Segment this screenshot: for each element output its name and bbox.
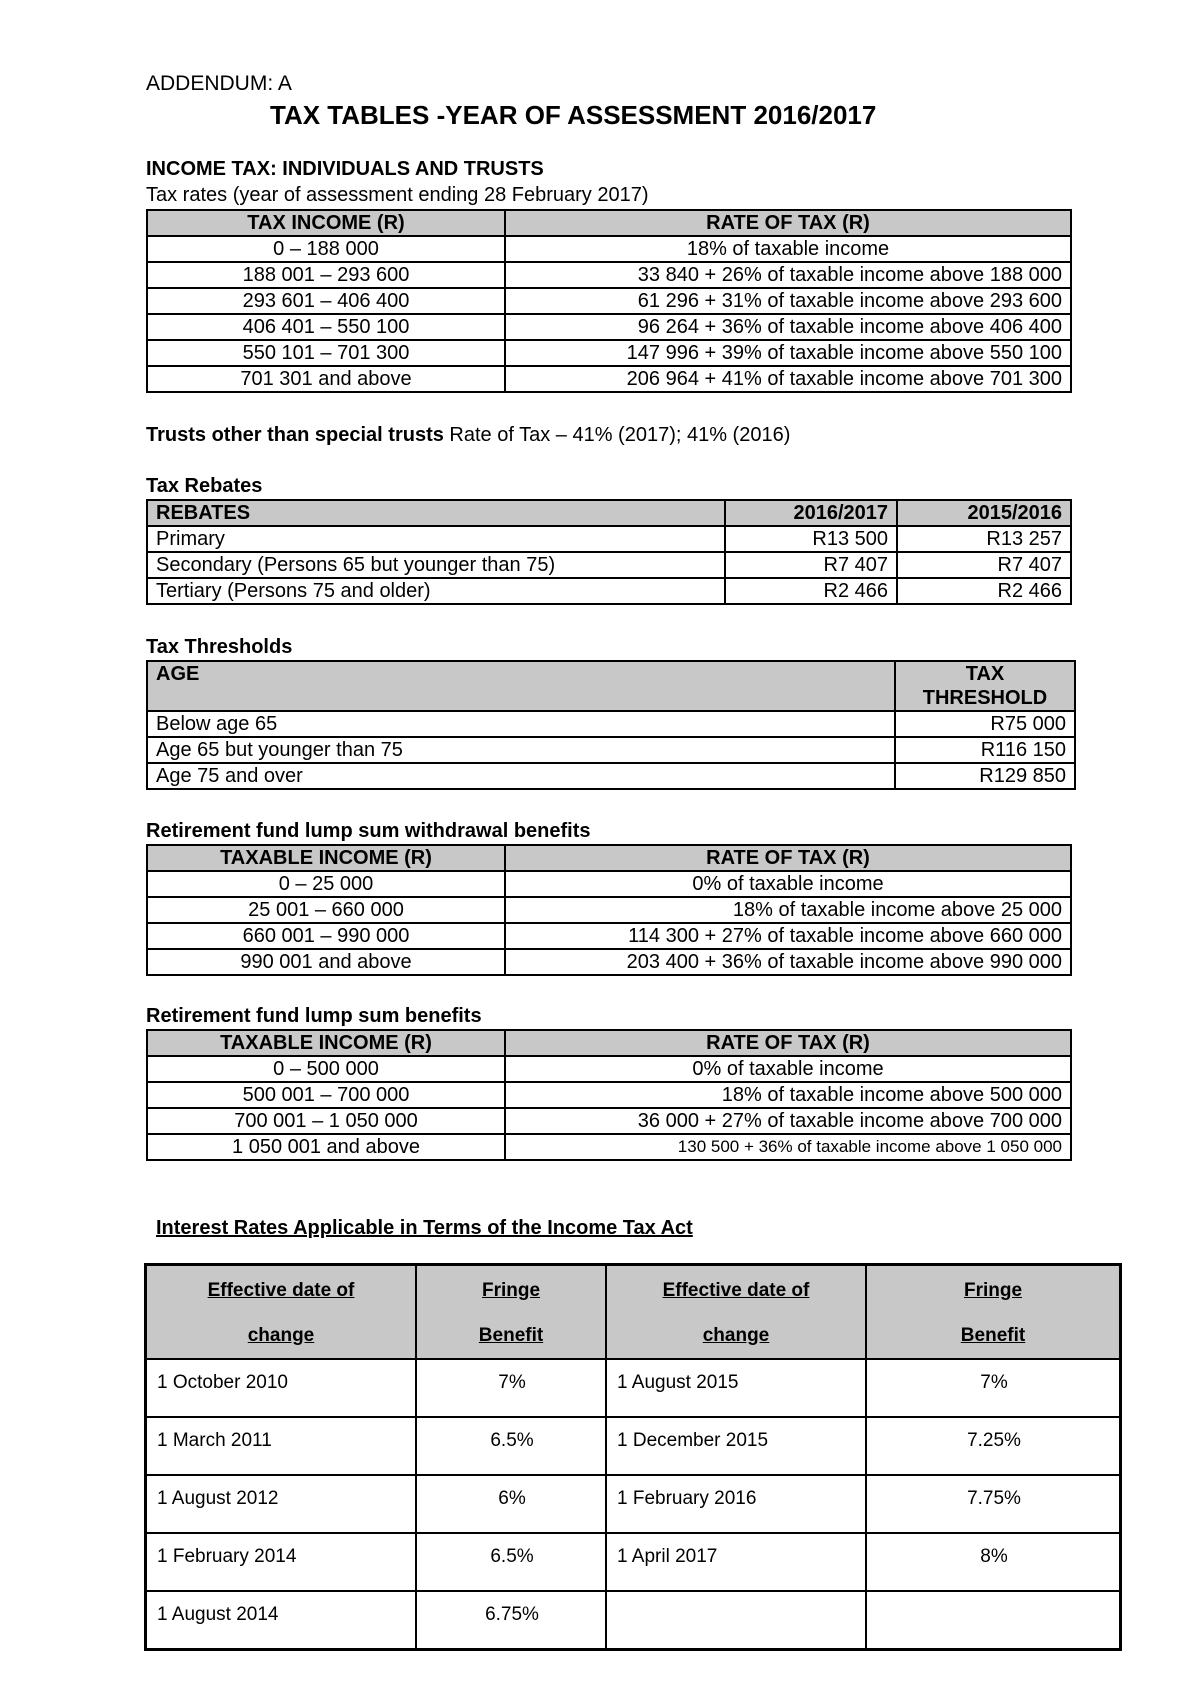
col-header (416, 1265, 606, 1360)
rate-cell: 18% of taxable income above 25 000 (505, 897, 1071, 923)
date-header-line2: change (247, 1325, 315, 1346)
col-header: TAXABLE INCOME (R) (147, 1030, 505, 1056)
income-cell: 0 – 25 000 (147, 871, 505, 897)
benefit-cell: 7% (866, 1359, 1121, 1417)
table-row (146, 1533, 1121, 1591)
benefit-cell (866, 1591, 1121, 1650)
income-cell: 293 601 – 406 400 (147, 288, 505, 314)
date-header-line1: Effective date of (207, 1280, 355, 1301)
col-header: RATE OF TAX (R) (505, 210, 1071, 236)
income-tax-subheading: Tax rates (year of assessment ending 28 February 2017) (146, 184, 649, 206)
income-cell: 500 001 – 700 000 (147, 1082, 505, 1108)
interest-heading: Interest Rates Applicable in Terms of the Income Tax Act (156, 1217, 693, 1239)
table-row (147, 340, 1071, 366)
col-header: RATE OF TAX (R) (505, 1030, 1071, 1056)
date-cell: 1 April 2017 (606, 1533, 866, 1591)
thresholds-table (146, 660, 1076, 790)
table-row (147, 314, 1071, 340)
rate-cell: 18% of taxable income above 500 000 (505, 1082, 1071, 1108)
date-header-line1: Effective date of (662, 1280, 810, 1301)
benefit-cell: 6% (416, 1475, 606, 1533)
benefit-header-line2: Benefit (478, 1325, 544, 1346)
trusts-line (146, 424, 790, 447)
table-row (147, 711, 1075, 737)
col-header: RATE OF TAX (R) (505, 845, 1071, 871)
col-header (146, 1265, 417, 1360)
rate-cell: 206 964 + 41% of taxable income above 701 300 (505, 366, 1071, 392)
trusts-label: Trusts other than special trusts (146, 424, 444, 446)
col-header: 2016/2017 (725, 500, 897, 526)
income-cell: 0 – 188 000 (147, 236, 505, 262)
benefit-header-line1: Fringe (481, 1280, 541, 1301)
date-cell (606, 1591, 866, 1650)
age-cell: Age 75 and over (147, 763, 895, 789)
table-row (146, 1475, 1121, 1533)
benefit-cell: 6.5% (416, 1417, 606, 1475)
rate-cell: 0% of taxable income (505, 871, 1071, 897)
rate-cell: 0% of taxable income (505, 1056, 1071, 1082)
table-row (147, 763, 1075, 789)
rate-cell: 36 000 + 27% of taxable income above 700 000 (505, 1108, 1071, 1134)
threshold-cell: R116 150 (895, 737, 1075, 763)
date-cell: 1 December 2015 (606, 1417, 866, 1475)
income-cell: 0 – 500 000 (147, 1056, 505, 1082)
income-cell: 990 001 and above (147, 949, 505, 975)
rate-cell: 130 500 + 36% of taxable income above 1 050 000 (505, 1134, 1071, 1160)
addendum-label: ADDENDUM: A (146, 72, 292, 95)
table-row (147, 526, 1071, 552)
col-header: TAX INCOME (R) (147, 210, 505, 236)
table-row (147, 366, 1071, 392)
benefit-cell: 8% (866, 1533, 1121, 1591)
threshold-cell: R129 850 (895, 763, 1075, 789)
withdrawal-heading: Retirement fund lump sum withdrawal benefits (146, 820, 591, 842)
rebate-name: Tertiary (Persons 75 and older) (147, 578, 725, 604)
rebate-name: Primary (147, 526, 725, 552)
rebate-value: R13 257 (897, 526, 1071, 552)
table-row (147, 1056, 1071, 1082)
benefit-cell: 7.25% (866, 1417, 1121, 1475)
rate-cell: 114 300 + 27% of taxable income above 660 000 (505, 923, 1071, 949)
interest-table (144, 1263, 1122, 1651)
rate-cell: 203 400 + 36% of taxable income above 990 000 (505, 949, 1071, 975)
income-cell: 701 301 and above (147, 366, 505, 392)
threshold-header-line1: TAX (965, 663, 1005, 685)
col-header: AGE (147, 661, 895, 711)
income-tax-table (146, 209, 1072, 393)
date-cell: 1 March 2011 (146, 1417, 417, 1475)
table-row (147, 949, 1071, 975)
col-header (895, 661, 1075, 711)
income-cell: 25 001 – 660 000 (147, 897, 505, 923)
rate-cell: 147 996 + 39% of taxable income above 550 100 (505, 340, 1071, 366)
withdrawal-table (146, 844, 1072, 976)
income-cell: 550 101 – 701 300 (147, 340, 505, 366)
col-header (606, 1265, 866, 1360)
col-header: 2015/2016 (897, 500, 1071, 526)
threshold-cell: R75 000 (895, 711, 1075, 737)
rebate-value: R13 500 (725, 526, 897, 552)
rebate-value: R2 466 (725, 578, 897, 604)
benefit-header-line1: Fringe (963, 1280, 1023, 1301)
rate-cell: 33 840 + 26% of taxable income above 188 000 (505, 262, 1071, 288)
rebate-value: R7 407 (725, 552, 897, 578)
table-row (147, 262, 1071, 288)
table-row (146, 1591, 1121, 1650)
table-row (147, 578, 1071, 604)
col-header (866, 1265, 1121, 1360)
income-tax-heading: INCOME TAX: INDIVIDUALS AND TRUSTS (146, 158, 544, 180)
table-row (147, 1108, 1071, 1134)
benefit-cell: 6.5% (416, 1533, 606, 1591)
date-header-line2: change (702, 1325, 770, 1346)
table-row (147, 1134, 1071, 1160)
date-cell: 1 February 2016 (606, 1475, 866, 1533)
income-cell: 188 001 – 293 600 (147, 262, 505, 288)
date-cell: 1 February 2014 (146, 1533, 417, 1591)
col-header: REBATES (147, 500, 725, 526)
table-row (146, 1359, 1121, 1417)
table-row (147, 1082, 1071, 1108)
date-cell: 1 August 2012 (146, 1475, 417, 1533)
date-cell: 1 October 2010 (146, 1359, 417, 1417)
rebates-heading: Tax Rebates (146, 475, 263, 497)
table-row (147, 871, 1071, 897)
table-row (147, 923, 1071, 949)
rate-cell: 96 264 + 36% of taxable income above 406 400 (505, 314, 1071, 340)
rate-cell: 61 296 + 31% of taxable income above 293 600 (505, 288, 1071, 314)
rebate-value: R2 466 (897, 578, 1071, 604)
table-row (147, 236, 1071, 262)
thresholds-heading: Tax Thresholds (146, 636, 293, 658)
table-row (147, 552, 1071, 578)
benefit-header-line2: Benefit (960, 1325, 1026, 1346)
threshold-header-line2: THRESHOLD (922, 687, 1048, 709)
benefit-cell: 7.75% (866, 1475, 1121, 1533)
benefit-cell: 6.75% (416, 1591, 606, 1650)
lump-sum-table (146, 1029, 1072, 1161)
rebate-value: R7 407 (897, 552, 1071, 578)
col-header: TAXABLE INCOME (R) (147, 845, 505, 871)
lump-sum-heading: Retirement fund lump sum benefits (146, 1005, 482, 1027)
rebate-name: Secondary (Persons 65 but younger than 75) (147, 552, 725, 578)
date-cell: 1 August 2014 (146, 1591, 417, 1650)
benefit-cell: 7% (416, 1359, 606, 1417)
age-cell: Age 65 but younger than 75 (147, 737, 895, 763)
income-cell: 660 001 – 990 000 (147, 923, 505, 949)
income-cell: 700 001 – 1 050 000 (147, 1108, 505, 1134)
rate-cell: 18% of taxable income (505, 236, 1071, 262)
table-row (147, 737, 1075, 763)
date-cell: 1 August 2015 (606, 1359, 866, 1417)
rebates-table (146, 499, 1072, 605)
age-cell: Below age 65 (147, 711, 895, 737)
table-row (147, 897, 1071, 923)
table-row (146, 1417, 1121, 1475)
trusts-rate: Rate of Tax – 41% (2017); 41% (2016) (443, 424, 791, 446)
table-row (147, 288, 1071, 314)
income-cell: 1 050 001 and above (147, 1134, 505, 1160)
page-title: TAX TABLES -YEAR OF ASSESSMENT 2016/2017 (270, 100, 877, 130)
income-cell: 406 401 – 550 100 (147, 314, 505, 340)
